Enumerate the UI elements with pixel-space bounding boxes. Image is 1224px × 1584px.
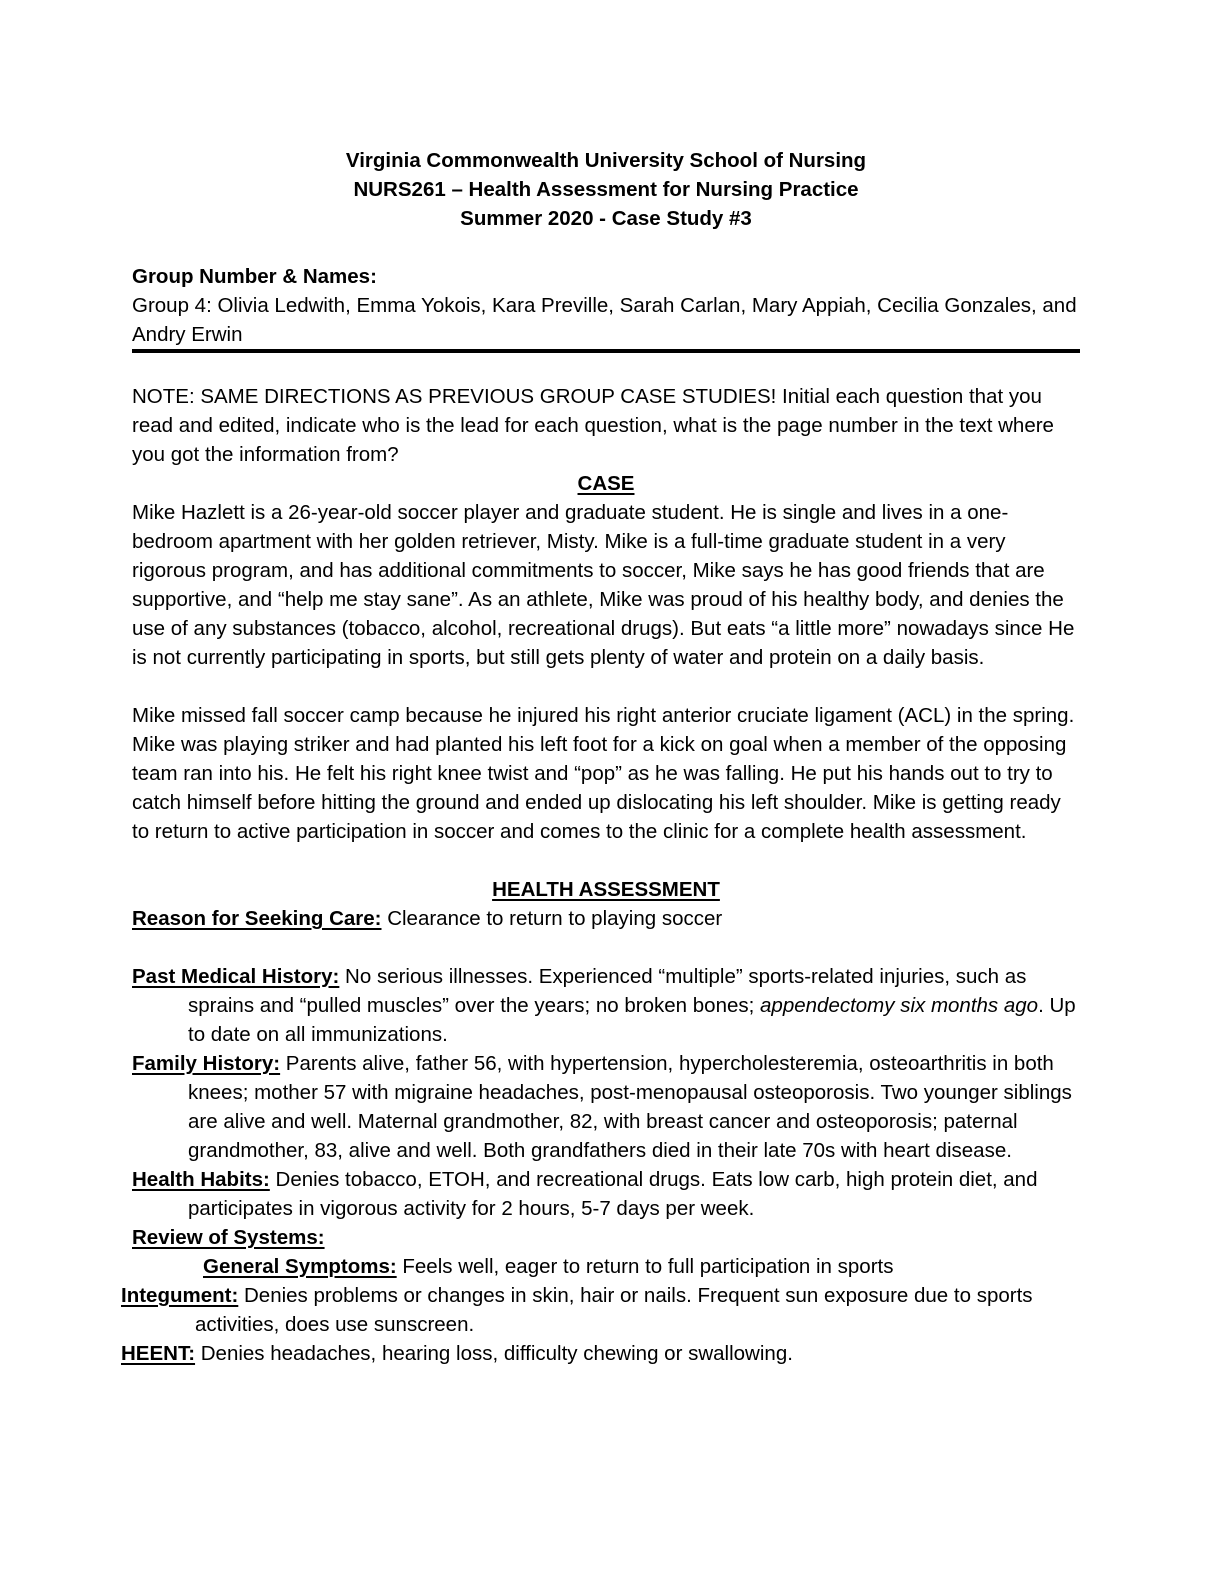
- past-medical-history-text-end: . Up to date on all immunizations.: [188, 994, 1076, 1046]
- health-habits-label: Health Habits:: [132, 1168, 270, 1191]
- document-content: [121, 146, 1080, 1368]
- spacer: [132, 233, 1080, 262]
- past-medical-history-text: No serious illnesses. Experienced “multiple” sports-related injuries, such as sprains and “pulled muscles” over the years; no broken bones;: [188, 965, 1027, 1017]
- group-label: Group Number & Names:: [132, 265, 377, 288]
- section-past-medical-history: [132, 962, 1080, 1049]
- reason-label: Reason for Seeking Care:: [132, 907, 382, 930]
- family-history-text: Parents alive, father 56, with hypertension, hypercholesteremia, osteoarthritis in both knees; mother 57 with migraine headaches, post-menopausal osteoporosis. Two younger siblings are alive and well. Maternal grandmother, 82, with breast cancer and osteoporosis; paternal grandmother, 83, alive and well. Both grandfathers died in their late 70s with heart disease.: [188, 1052, 1072, 1162]
- title-line-3: Summer 2020 - Case Study #3: [460, 207, 752, 230]
- review-of-systems-label: Review of Systems:: [132, 1226, 325, 1249]
- section-health-habits: [132, 1165, 1080, 1223]
- section-heent: [121, 1339, 1080, 1368]
- heent-text: Denies headaches, hearing loss, difficulty chewing or swallowing.: [195, 1342, 793, 1365]
- health-assessment-heading-row: [132, 875, 1080, 904]
- heent-label: HEENT:: [121, 1342, 196, 1365]
- spacer: [132, 933, 1080, 962]
- health-habits-text: Denies tobacco, ETOH, and recreational drugs. Eats low carb, high protein diet, and participates in vigorous activity for 2 hours, 5-7 days per week.: [188, 1168, 1038, 1220]
- group-names: Group 4: Olivia Ledwith, Emma Yokois, Kara Preville, Sarah Carlan, Mary Appiah, Cecilia Gonzales, and Andry Erwin: [132, 294, 1077, 346]
- section-integument: [121, 1281, 1080, 1339]
- past-medical-history-italic-text: appendectomy six months ago: [760, 994, 1039, 1017]
- past-medical-history-label: Past Medical History:: [132, 965, 340, 988]
- integument-text: Denies problems or changes in skin, hair or nails. Frequent sun exposure due to sports activities, does use sunscreen.: [195, 1284, 1033, 1336]
- spacer: [132, 672, 1080, 701]
- spacer: [132, 846, 1080, 875]
- health-assessment-heading: HEALTH ASSESSMENT: [492, 878, 720, 901]
- section-review-of-systems: [132, 1223, 1080, 1252]
- general-symptoms-text: Feels well, eager to return to full participation in sports: [396, 1255, 894, 1278]
- section-family-history: [132, 1049, 1080, 1165]
- title-line-2: NURS261 – Health Assessment for Nursing Practice: [353, 178, 859, 201]
- case-paragraph-2: Mike missed fall soccer camp because he injured his right anterior cruciate ligament (ACL) in the spring. Mike was playing striker and had planted his left foot for a kick on goal when a member of the opposing team ran into his. He felt his right knee twist and “pop” as he was falling. He put his hands out to try to catch himself before hitting the ground and ended up dislocating his left shoulder. Mike is getting ready to return to active participation in soccer and comes to the clinic for a complete health assessment.: [132, 704, 1075, 843]
- case-heading: CASE: [577, 472, 635, 495]
- family-history-label: Family History:: [132, 1052, 281, 1075]
- integument-label: Integument:: [121, 1284, 239, 1307]
- title-line-1: Virginia Commonwealth University School of Nursing: [345, 149, 867, 172]
- group-section: [132, 262, 1080, 353]
- case-paragraph-1: Mike Hazlett is a 26-year-old soccer player and graduate student. He is single and lives in a one-bedroom apartment with her golden retriever, Misty. Mike is a full-time graduate student in a very rigorous program, and has additional commitments to soccer, Mike says he has good friends that are supportive, and “help me stay sane”. As an athlete, Mike was proud of his healthy body, and denies the use of any substances (tobacco, alcohol, recreational drugs). But eats “a little more” nowadays since He is not currently participating in sports, but still gets plenty of water and protein on a daily basis.: [132, 501, 1075, 669]
- section-reason-for-seeking-care: [132, 904, 1080, 933]
- reason-text: Clearance to return to playing soccer: [381, 907, 723, 930]
- general-symptoms-label: General Symptoms:: [203, 1255, 397, 1278]
- note-paragraph: NOTE: SAME DIRECTIONS AS PREVIOUS GROUP CASE STUDIES! Initial each question that you read and edited, indicate who is the lead for each question, what is the page number in the text where you got the information from?: [132, 385, 1054, 466]
- section-general-symptoms: [203, 1252, 1080, 1281]
- case-heading-row: [132, 469, 1080, 498]
